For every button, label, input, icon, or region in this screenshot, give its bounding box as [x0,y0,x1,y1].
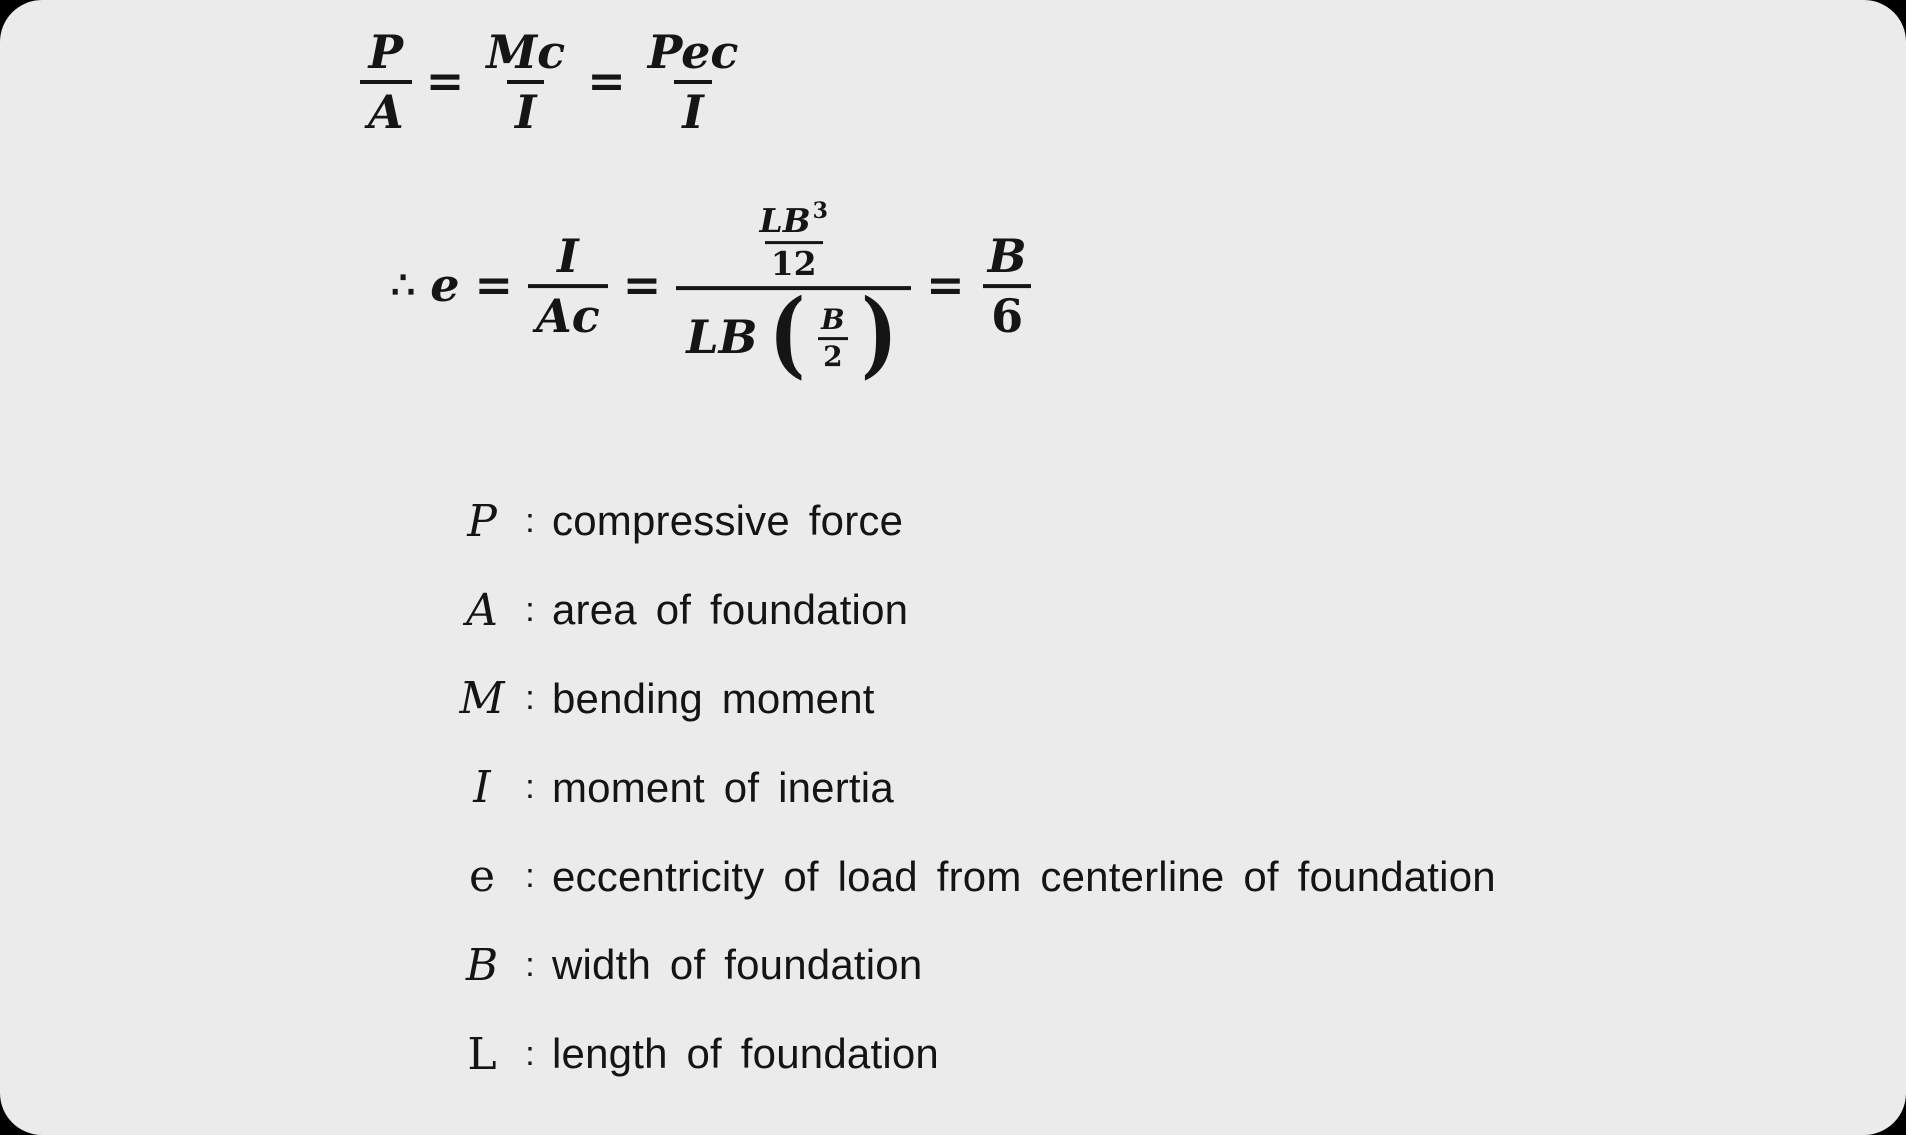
fraction-Pec-over-I [640,25,747,140]
symbol-M: M [459,673,505,725]
open-parenthesis: ( [768,279,805,390]
symbol-description: width of foundation [552,941,923,989]
symbol-description: area of foundation [552,586,909,634]
denominator-I: I [507,80,545,133]
numerator-P: P [368,25,404,79]
close-parenthesis: ) [860,279,898,390]
fraction-I-over-Ac [528,229,608,344]
symbol-description: length of foundation [552,1030,939,1078]
denominator-6: 6 [983,284,1031,337]
symbol-P: P [467,495,497,547]
symbol-e: e [468,851,496,903]
colon-separator: : [525,945,535,984]
equals-sign: = [474,257,514,312]
term-LB: LB [759,201,811,241]
legend-row-B [456,921,1496,1010]
colon-separator: : [525,679,535,718]
denominator-A: A [360,80,412,133]
symbol-L: L [467,1028,497,1080]
term-LB: LB [686,310,758,365]
numerator-Pec: Pec [647,25,739,79]
fraction-P-over-A [360,25,412,140]
symbol-A: A [466,584,498,636]
formula-flexural-stress [360,25,746,140]
legend-row-M [456,655,1496,744]
denominator-2: 2 [818,337,847,369]
fraction-LB3-over-12 [753,198,833,283]
symbol-B: B [465,939,499,991]
big-fraction-denominator [676,279,911,390]
symbol-description: eccentricity of load from centerline of foundation [552,852,1496,900]
numerator-Mc: Mc [486,25,566,79]
numerator-B: B [820,303,845,337]
denominator-I: I [674,80,712,133]
fraction-B-over-2 [816,303,850,373]
equals-sign: = [425,53,465,108]
formula-eccentricity [391,196,1035,390]
exponent-3: 3 [812,198,828,225]
equals-sign: = [587,53,626,108]
numerator-I: I [557,229,579,284]
symbol-description: moment of inertia [552,763,894,811]
denominator-Ac: Ac [528,284,608,337]
variable-e: e [430,257,460,312]
equals-sign: = [926,257,965,312]
colon-separator: : [525,768,535,807]
colon-separator: : [525,857,535,896]
numerator-LB3 [753,198,833,241]
legend-row-L [456,1010,1496,1099]
legend-row-P [456,477,1496,566]
fraction-Mc-over-I [478,25,573,140]
legend-row-A [456,566,1496,655]
symbol-description: bending moment [552,674,875,722]
symbol-legend [456,477,1496,1099]
numerator-B: B [987,229,1027,284]
symbol-description: compressive force [552,497,904,545]
colon-separator: : [525,590,535,629]
fraction-moment-of-inertia-over-Ac [676,196,911,390]
colon-separator: : [525,1034,535,1073]
therefore-symbol: ∴ [391,261,416,307]
legend-row-I [456,743,1496,832]
symbol-I: I [473,762,491,814]
colon-separator: : [525,501,535,540]
big-fraction-numerator [743,196,843,286]
legend-row-e [456,832,1496,921]
equals-sign: = [622,257,662,312]
fraction-B-over-6 [980,229,1035,344]
denominator-12: 12 [765,241,823,279]
